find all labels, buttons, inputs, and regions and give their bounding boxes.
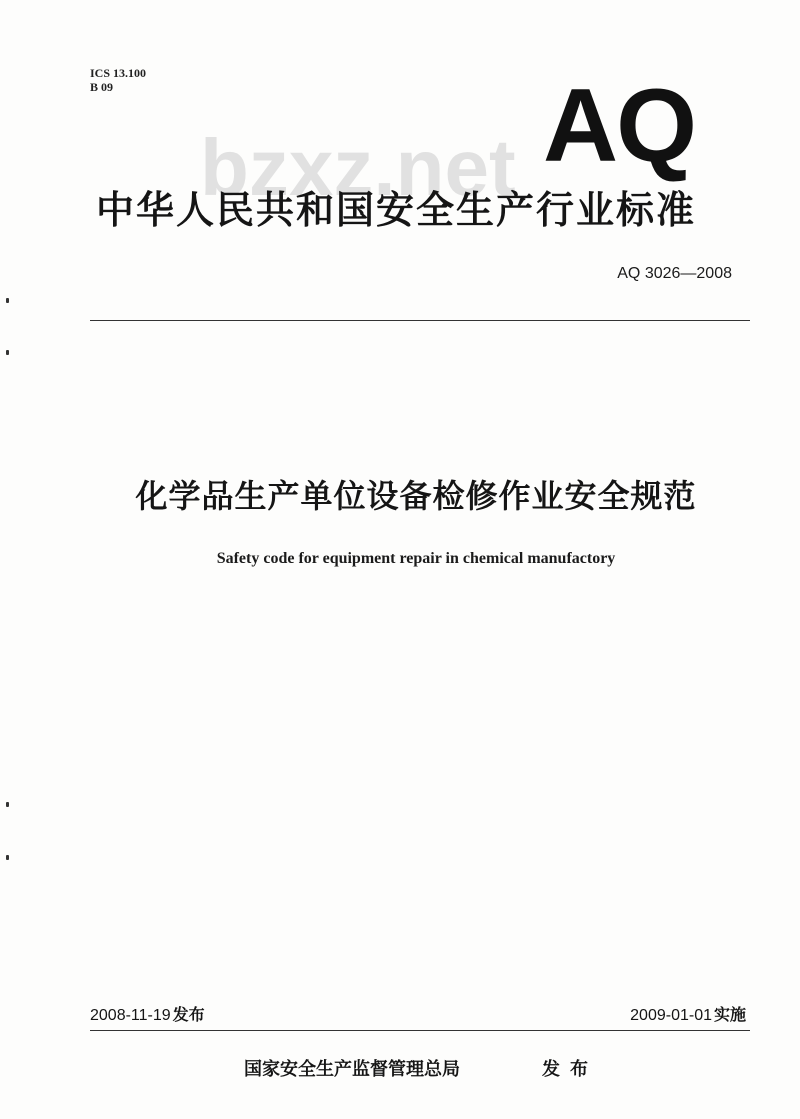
ccs-code: B 09 [90,80,114,94]
document-title-english: Safety code for equipment repair in chemical manufactory [216,550,616,567]
classification-codes [90,66,146,94]
standard-category: 中华人民共和国安全生产行业标准 [96,188,697,232]
ics-code: ICS 13.100 [90,66,147,80]
scan-speck [6,855,9,860]
standard-number: AQ 3026—2008 [617,265,732,282]
publish-label: 发布 [542,1059,598,1080]
document-title-chinese: 化学品生产单位设备检修作业安全规范 [135,477,697,515]
aq-logo: AQ [543,68,695,184]
implementation-date [630,1006,746,1026]
scan-speck [6,298,9,303]
watermark: bzxz.net [200,123,516,212]
header-divider [90,320,750,321]
implementation-date-label: 实施 [713,1007,746,1024]
scan-speck [6,350,9,355]
publisher-name: 国家安全生产监督管理总局 [244,1059,460,1080]
issue-date [90,1006,205,1026]
issue-date-label: 发布 [172,1007,205,1024]
issue-date-value: 2008-11-19 [90,1007,171,1024]
implementation-date-value: 2009-01-01 [630,1007,712,1024]
scan-speck [6,802,9,807]
footer-divider [90,1030,750,1031]
